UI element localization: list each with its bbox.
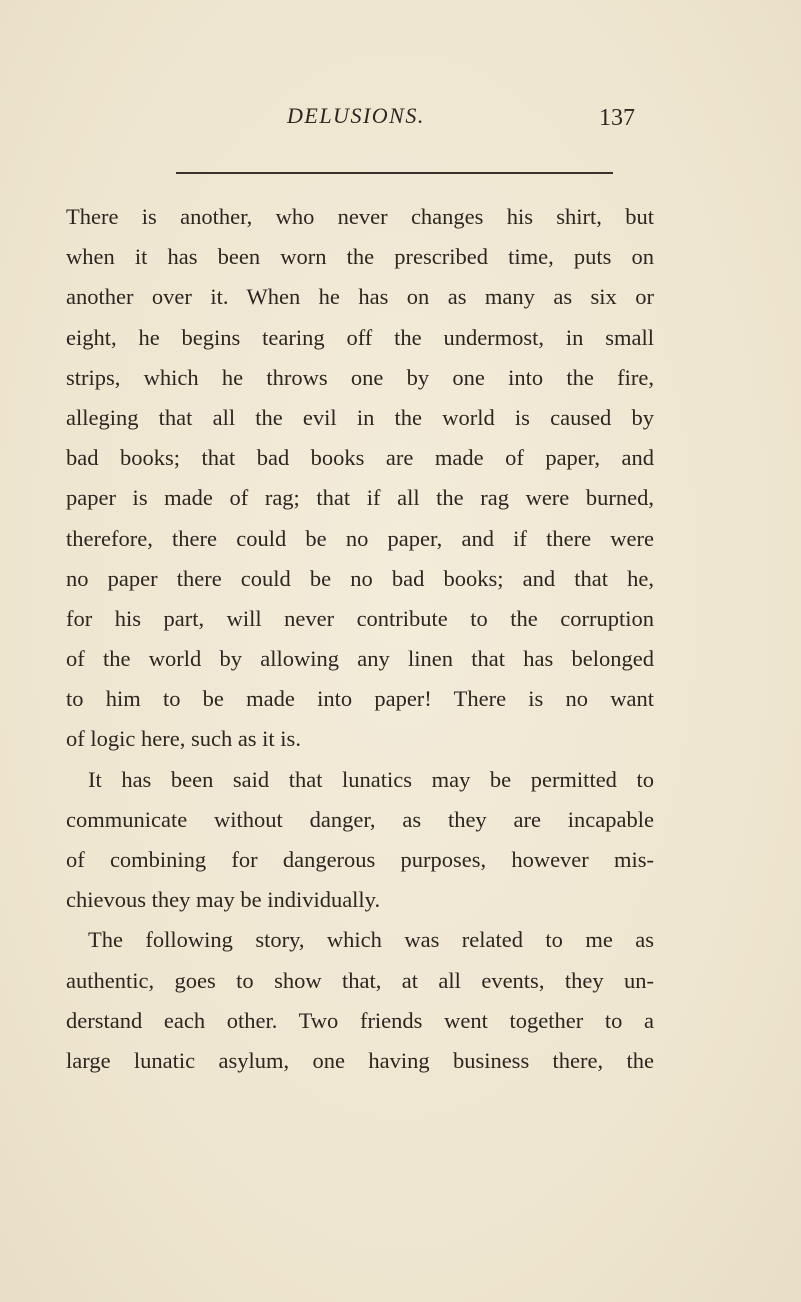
text-line: eight, he begins tearing off the undermost, in small xyxy=(66,324,654,350)
text-line: paper is made of rag; that if all the rag were burned, xyxy=(66,485,654,511)
body-text xyxy=(66,197,654,1081)
text-line: of the world by allowing any linen that has belonged xyxy=(66,646,654,672)
text-line: alleging that all the evil in the world is caused by xyxy=(66,404,654,430)
text-line: It has been said that lunatics may be permitted to xyxy=(88,766,654,792)
running-title: DELUSIONS. xyxy=(287,103,425,128)
header-rule xyxy=(176,172,613,174)
text-line: strips, which he throws one by one into the fire, xyxy=(66,364,654,390)
text-line: of combining for dangerous purposes, however mis- xyxy=(66,847,654,872)
text-line: derstand each other. Two friends went together to a xyxy=(66,1007,654,1033)
text-line: There is another, who never changes his shirt, but xyxy=(66,204,654,229)
page-number: 137 xyxy=(599,105,635,131)
text-line: chievous they may be individually. xyxy=(66,887,381,913)
text-line: large lunatic asylum, one having business there, the xyxy=(66,1047,654,1073)
text-line: authentic, goes to show that, at all events, they un- xyxy=(66,967,654,993)
text-line: when it has been worn the prescribed time, puts on xyxy=(66,244,654,270)
running-head xyxy=(0,96,801,136)
text-line: another over it. When he has on as many as six or xyxy=(66,284,654,310)
text-line: of logic here, such as it is. xyxy=(66,726,301,752)
text-line: no paper there could be no bad books; and that he, xyxy=(66,565,654,591)
text-line: communicate without danger, as they are incapable xyxy=(66,806,654,832)
text-line: bad books; that bad books are made of paper, and xyxy=(66,445,654,471)
text-line: to him to be made into paper! There is no want xyxy=(66,686,654,712)
text-line: for his part, will never contribute to the corruption xyxy=(66,605,654,631)
text-line: The following story, which was related to me as xyxy=(88,927,654,953)
text-line: therefore, there could be no paper, and if there were xyxy=(66,525,654,551)
